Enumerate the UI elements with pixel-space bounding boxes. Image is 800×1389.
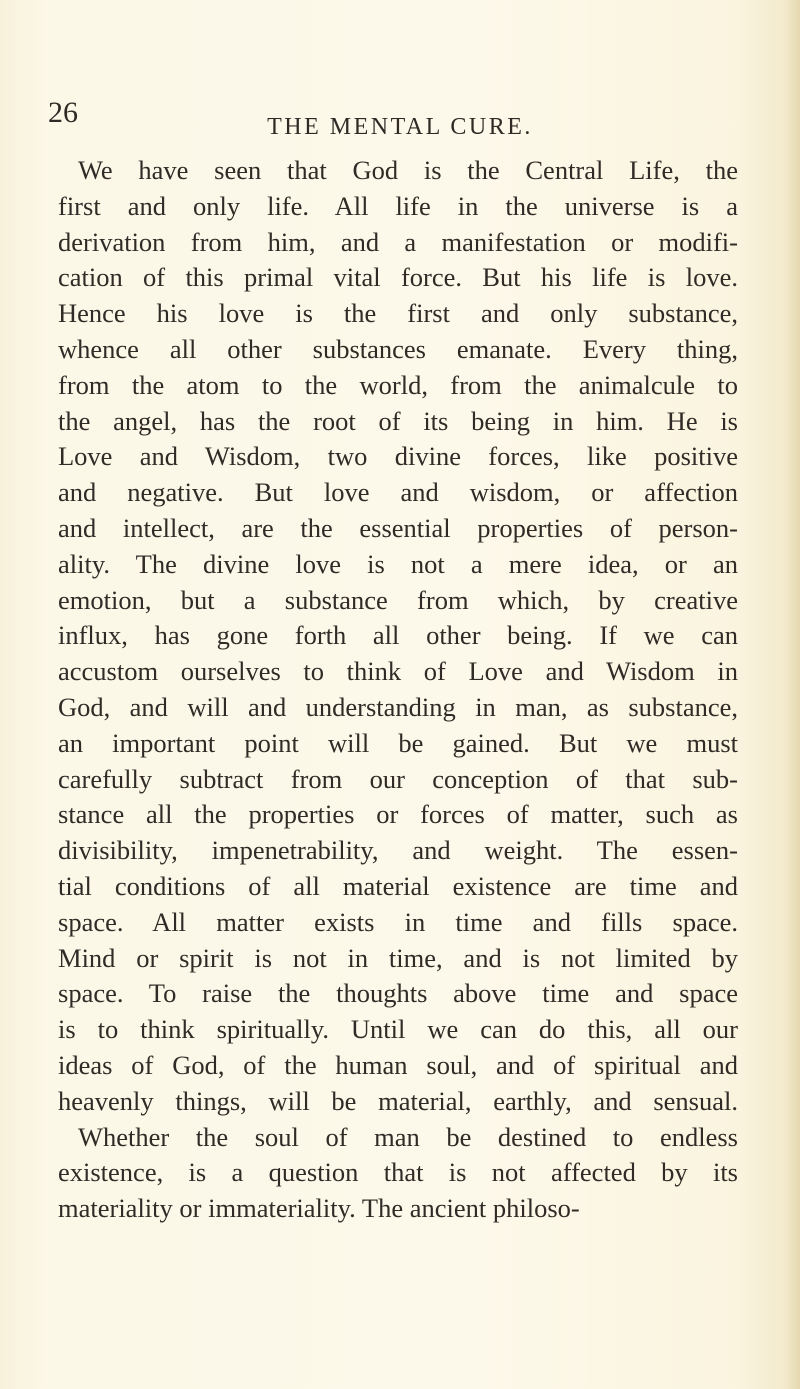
text-line: Love and Wisdom, two divine forces, like positive xyxy=(58,441,738,472)
text-line: and negative. But love and wisdom, or affection xyxy=(58,477,738,508)
text-line: from the atom to the world, from the animalcule to xyxy=(58,369,738,400)
text-line: influx, has gone forth all other being. If we can xyxy=(58,620,738,651)
text-line: an important point will be gained. But we must xyxy=(58,727,738,758)
text-line: and intellect, are the essential properties of person- xyxy=(58,512,738,543)
text-line: Hence his love is the first and only substance, xyxy=(58,298,738,329)
page-number: 26 xyxy=(48,96,78,129)
text-line: God, and will and understanding in man, as substance, xyxy=(58,691,738,722)
text-line: existence, is a question that is not affected by its xyxy=(58,1157,738,1188)
text-line: stance all the properties or forces of matter, such as xyxy=(58,799,738,830)
text-line: cation of this primal vital force. But his life is love. xyxy=(58,262,738,293)
text-line: heavenly things, will be material, earthly, and sensual. xyxy=(58,1085,738,1116)
body-text xyxy=(58,153,738,1227)
text-line: space. All matter exists in time and fills space. xyxy=(58,906,738,937)
text-line: first and only life. All life in the universe is a xyxy=(58,190,738,221)
text-line: is to think spiritually. Until we can do this, all our xyxy=(58,1014,738,1045)
running-head: THE MENTAL CURE. xyxy=(267,114,533,140)
text-line: derivation from him, and a manifestation or modifi- xyxy=(58,226,738,257)
page-edge-shadow xyxy=(786,0,800,1389)
text-line: ideas of God, of the human soul, and of spiritual and xyxy=(58,1049,738,1080)
text-line: Mind or spirit is not in time, and is not limited by xyxy=(58,942,738,973)
text-line: whence all other substances emanate. Every thing, xyxy=(58,333,738,364)
text-line: materiality or immateriality. The ancient philoso- xyxy=(58,1193,580,1224)
text-line: space. To raise the thoughts above time and space xyxy=(58,978,738,1009)
text-line: the angel, has the root of its being in him. He is xyxy=(58,405,738,436)
text-line: We have seen that God is the Central Life, the xyxy=(78,155,738,185)
text-line: carefully subtract from our conception of that sub- xyxy=(58,763,738,794)
text-line: accustom ourselves to think of Love and Wisdom in xyxy=(58,656,738,687)
text-line: emotion, but a substance from which, by creative xyxy=(58,584,738,615)
text-line: Whether the soul of man be destined to endless xyxy=(78,1121,738,1152)
text-line: divisibility, impenetrability, and weight. The essen- xyxy=(58,835,738,866)
text-line: tial conditions of all material existence are time and xyxy=(58,870,738,901)
text-line: ality. The divine love is not a mere idea, or an xyxy=(58,548,738,579)
